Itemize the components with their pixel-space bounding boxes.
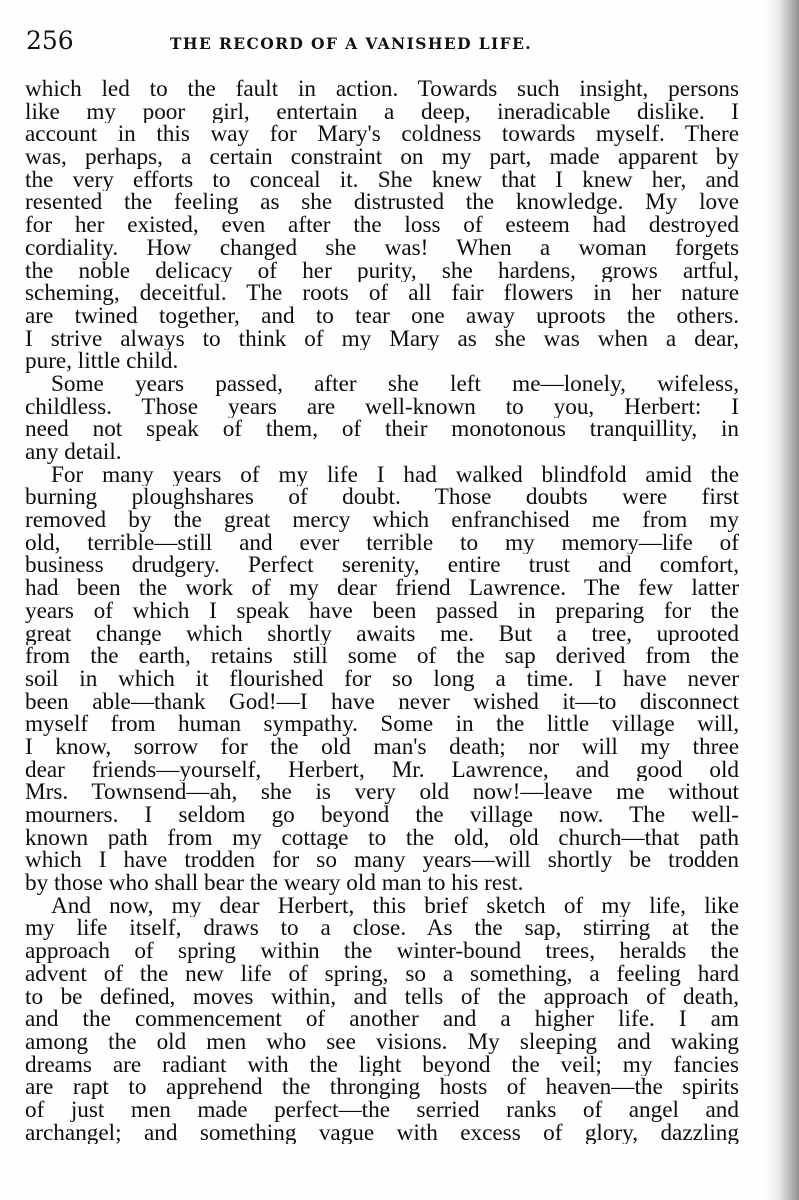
text-line: burning ploughshares of doubt. Those doubts were first (25, 486, 739, 510)
text-line: from the earth, retains still some of the sap derived from the (25, 645, 739, 668)
text-line: had been the work of my dear friend Lawrence. The few latter (25, 577, 739, 600)
text-line: cordiality. How changed she was! When a woman forgets (25, 236, 739, 260)
page-number: 256 (26, 26, 74, 55)
text-line: mourners. I seldom go beyond the village now. The well- (25, 804, 739, 827)
text-line: I know, sorrow for the old man's death; nor will my three (25, 735, 739, 759)
text-line: been able—thank God!—I have never wished it—to disconnect (25, 690, 739, 714)
text-line: among the old men who see visions. My sleeping and waking (25, 1030, 739, 1054)
text-line: was, perhaps, a certain constraint on my part, made apparent by (25, 146, 739, 169)
text-line: archangel; and something vague with excess of glory, dazzling (25, 1121, 739, 1145)
text-line: which led to the fault in action. Towards such insight, persons (25, 78, 739, 101)
text-line: Mrs. Townsend—ah, she is very old now!—leave me without (25, 781, 739, 804)
text-line: advent of the new life of spring, so a something, a feeling hard (25, 962, 739, 986)
text-line: any detail. (25, 441, 122, 464)
text-line: business drudgery. Perfect serenity, entire trust and comfort, (25, 554, 739, 578)
page-binding-shadow (765, 0, 799, 1200)
text-line: old, terrible—still and ever terrible to my memory—life of (25, 531, 739, 555)
text-line: approach of spring within the winter-bound trees, heralds the (25, 940, 739, 963)
text-line: are twined together, and to tear one away uproots the others. (25, 304, 739, 328)
text-line: years of which I speak have been passed in preparing for the (25, 599, 739, 623)
text-line: soil in which it flourished for so long a time. I have never (25, 667, 739, 691)
text-line: myself from human sympathy. Some in the little village will, (25, 713, 739, 736)
text-line: great change which shortly awaits me. But a tree, uprooted (25, 622, 739, 646)
text-line: by those who shall bear the weary old man to his rest. (25, 872, 524, 895)
text-line: scheming, deceitful. The roots of all fair flowers in her nature (25, 282, 739, 305)
text-line: for her existed, even after the loss of esteem had destroyed (25, 214, 739, 237)
text-line: dear friends—yourself, Herbert, Mr. Lawrence, and good old (25, 758, 739, 782)
text-line: resented the feeling as she distrusted the knowledge. My love (25, 191, 739, 215)
page-header (26, 26, 766, 60)
text-line: And now, my dear Herbert, this brief sketch of my life, like (51, 894, 739, 918)
text-line: my life itself, draws to a close. As the sap, stirring at the (25, 917, 739, 941)
text-line: like my poor girl, entertain a deep, ineradicable dislike. I (25, 100, 739, 124)
running-title: THE RECORD OF A VANISHED LIFE. (170, 34, 533, 53)
body-text (25, 78, 739, 1144)
text-line: pure, little child. (25, 350, 179, 373)
text-line: the noble delicacy of her purity, she hardens, grows artful, (25, 259, 739, 283)
text-line: dreams are radiant with the light beyond the veil; my fancies (25, 1053, 739, 1077)
text-line: which I have trodden for so many years—will shortly be trodden (25, 849, 739, 873)
text-line: and the commencement of another and a higher life. I am (25, 1008, 739, 1031)
text-line: need not speak of them, of their monotonous tranquillity, in (25, 418, 739, 441)
text-line: I strive always to think of my Mary as she was when a dear, (25, 327, 739, 351)
text-line: the very efforts to conceal it. She knew that I knew her, and (25, 168, 739, 192)
text-line: Some years passed, after she left me—lonely, wifeless, (51, 372, 739, 396)
text-line: For many years of my life I had walked blindfold amid the (51, 463, 739, 487)
text-line: of just men made perfect—the serried ranks of angel and (25, 1098, 739, 1122)
text-line: account in this way for Mary's coldness towards myself. There (25, 123, 739, 147)
text-line: are rapt to apprehend the thronging hosts of heaven—the spirits (25, 1076, 739, 1099)
text-line: childless. Those years are well-known to you, Herbert: I (25, 395, 739, 419)
text-line: known path from my cottage to the old, old church—that path (25, 826, 739, 850)
text-line: removed by the great mercy which enfranchised me from my (25, 509, 739, 532)
text-line: to be defined, moves within, and tells of the approach of death, (25, 985, 739, 1009)
